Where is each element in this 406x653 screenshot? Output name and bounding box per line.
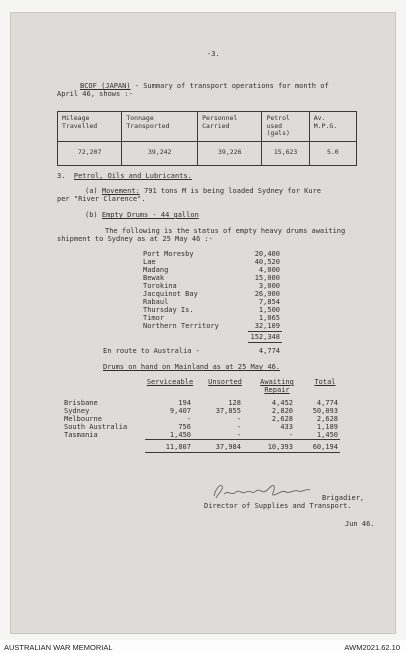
col-personnel: Personnel Carried: [198, 112, 262, 142]
mainland-cell: 2,820: [271, 407, 293, 415]
col-mpg: Av. M.P.G.: [309, 112, 356, 142]
mainland-header: Serviceable: [146, 378, 194, 386]
signature-date: Jun 46.: [345, 520, 375, 528]
mainland-cell: -: [288, 431, 293, 439]
location-name: Bewak: [143, 274, 165, 282]
en-route-value: 4,774: [258, 347, 280, 355]
mainland-cell: 4,452: [271, 399, 293, 407]
col-mileage: Mileage Travelled: [58, 112, 122, 142]
location-value: 1,500: [258, 306, 280, 314]
location-value: 20,400: [254, 250, 280, 258]
mainland-cell: -: [186, 415, 191, 423]
locations-total-rule: [248, 331, 282, 332]
mainland-row-name: Brisbane: [64, 399, 98, 407]
mainland-row-name: Sydney: [64, 407, 90, 415]
transport-summary-table: [57, 111, 357, 166]
heading-line-1: [80, 82, 329, 90]
cell-personnel: 39,226: [198, 141, 262, 165]
location-name: Northern Territory: [143, 322, 219, 330]
location-value: 7,854: [258, 298, 280, 306]
mainland-cell: -: [236, 415, 241, 423]
location-name: Port Moresby: [143, 250, 194, 258]
signature-rank: Brigadier,: [322, 494, 365, 502]
mainland-cell: 1,189: [316, 423, 338, 431]
mainland-header: Unsorted: [208, 378, 242, 386]
mainland-total: 10,393: [267, 443, 293, 451]
locations-total: 152,348: [250, 333, 280, 341]
para-a-line-2: per "River Clarence".: [57, 195, 146, 203]
mainland-row-name: Tasmania: [64, 431, 98, 439]
mainland-cell: 1,450: [169, 431, 191, 439]
location-name: Rabaul: [143, 298, 169, 306]
col-petrol: Petrol used (gals): [262, 112, 309, 142]
mainland-cell: 756: [178, 423, 191, 431]
mainland-total-underline: [145, 452, 340, 453]
col-tonnage: Tonnage Transported: [122, 112, 198, 142]
mainland-total: 11,807: [165, 443, 191, 451]
footer-accession: AWM2021.62.10: [344, 643, 400, 652]
mainland-cell: 128: [228, 399, 241, 407]
page-number: -3.: [207, 50, 220, 58]
signature-title: Director of Supplies and Transport.: [204, 502, 352, 510]
mainland-cell: -: [236, 423, 241, 431]
location-name: Thursday Is.: [143, 306, 194, 314]
location-value: 32,109: [254, 322, 280, 330]
locations-total-underline: [248, 342, 282, 343]
cell-mileage: 72,207: [58, 141, 122, 165]
mainland-cell: 2,628: [316, 415, 338, 423]
location-value: 26,900: [254, 290, 280, 298]
location-name: Lae: [143, 258, 156, 266]
cell-tonnage: 39,242: [122, 141, 198, 165]
mainland-header: Awaiting Repair: [260, 378, 294, 394]
mainland-header: Total: [314, 378, 336, 386]
location-value: 3,000: [258, 282, 280, 290]
mainland-total-rule: [145, 439, 340, 440]
location-value: 40,520: [254, 258, 280, 266]
para-a-title: Movement:: [101, 187, 140, 195]
location-value: 4,000: [258, 266, 280, 274]
mainland-title: Drums on hand on Mainland as at 25 May 46.: [103, 363, 281, 371]
location-name: Madang: [143, 266, 169, 274]
location-name: Jacquinot Bay: [143, 290, 198, 298]
mainland-cell: 37,855: [215, 407, 241, 415]
section-3-heading: 3. Petrol, Oils and Lubricants.: [57, 172, 192, 180]
handwritten-signature: [210, 480, 318, 502]
en-route-label: En route to Australia -: [103, 347, 200, 355]
cell-petrol: 15,623: [262, 141, 309, 165]
mainland-cell: 4,774: [316, 399, 338, 407]
location-value: 15,000: [254, 274, 280, 282]
location-name: Timor: [143, 314, 165, 322]
mainland-cell: 2,628: [271, 415, 293, 423]
heading-line-2: April 46, shows :-: [57, 90, 133, 98]
para-b-title: Empty Drums - 44 gallon: [101, 211, 199, 219]
mainland-cell: 433: [280, 423, 293, 431]
mainland-cell: -: [236, 431, 241, 439]
mainland-total: 37,984: [215, 443, 241, 451]
para-b-heading: (b) Empty Drums - 44 gallon: [85, 211, 199, 219]
mainland-row-name: South Australia: [64, 423, 128, 431]
location-name: Torokina: [143, 282, 177, 290]
mainland-cell: 1,450: [316, 431, 338, 439]
mainland-cell: 194: [178, 399, 191, 407]
para-b-intro-2: shipment to Sydney as at 25 May 46 :-: [57, 235, 213, 243]
footer-institution: AUSTRALIAN WAR MEMORIAL: [4, 643, 113, 652]
mainland-total: 60,194: [312, 443, 338, 451]
mainland-cell: 9,407: [169, 407, 191, 415]
para-b-intro-1: The following is the status of empty heavy drums awaiting: [105, 227, 346, 235]
heading-org: BCOF (JAPAN): [80, 82, 131, 90]
mainland-row-name: Melbourne: [64, 415, 102, 423]
section-3-title: Petrol, Oils and Lubricants.: [73, 172, 192, 180]
heading-text: - Summary of transport operations for month of: [130, 82, 329, 90]
para-a-line-1: (a) Movement: 791 tons M is being loaded Sydney for Kure: [85, 187, 322, 195]
cell-mpg: 5.0: [309, 141, 356, 165]
location-value: 1,065: [258, 314, 280, 322]
mainland-cell: 50,093: [312, 407, 338, 415]
